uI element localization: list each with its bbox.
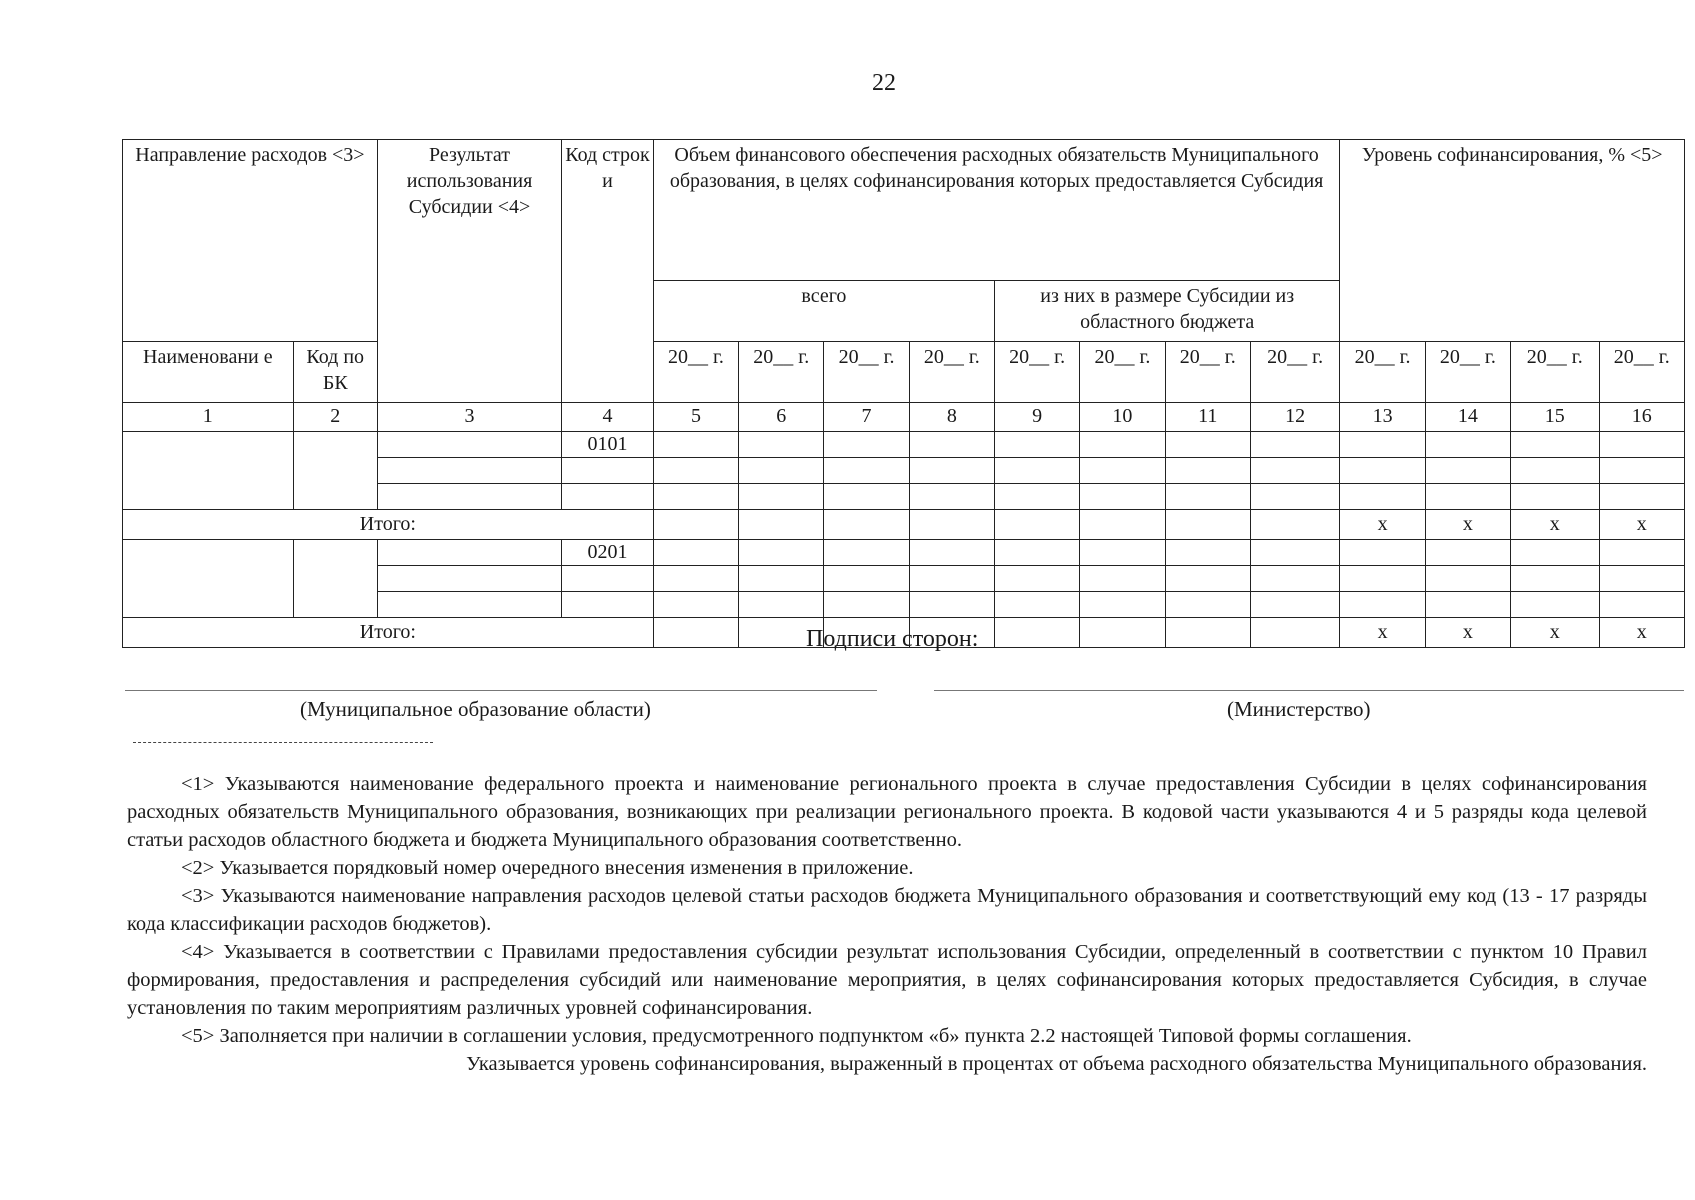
- footnote-2: <2> Указывается порядковый номер очередного внесения изменения в приложение.: [181, 857, 914, 879]
- total-label: Итого:: [123, 617, 654, 647]
- header-cofinancing-level: Уровень софинансирования, % <5>: [1340, 140, 1685, 342]
- year-cell: 20__ г.: [1165, 341, 1250, 402]
- header-of-which: из них в размере Субсидии из областного бюджета: [994, 280, 1339, 341]
- column-number: 1: [123, 402, 294, 431]
- header-volume: Объем финансового обеспечения расходных обязательств Муниципального образования, в целях софинансирования которых предоставляется Субсидия: [653, 140, 1340, 281]
- x-mark: x: [1511, 617, 1599, 647]
- name-cell: [123, 539, 294, 617]
- year-cell: 20__ г.: [1340, 341, 1425, 402]
- signature-label-ministry: (Министерство): [1227, 697, 1371, 721]
- footnote-4: <4> Указывается в соответствии с Правилами предоставления субсидии результат использования Субсидии, определенный в соответствии с пунктом 10 Правил формирования, предоставления и распределения субсидий или наименование мероприятия, в целях софинансирования которых предоставляется Субсидия, в случае установления по таким мероприятиям различных уровней софинансирования.: [127, 941, 1647, 1019]
- footnote-5-continued: Указывается уровень софинансирования, выраженный в процентах от объема расходного обязательства Муниципального образования.: [466, 1053, 1647, 1075]
- column-number: 4: [562, 402, 654, 431]
- column-number: 10: [1080, 402, 1165, 431]
- column-number: 16: [1599, 402, 1685, 431]
- x-mark: x: [1340, 617, 1425, 647]
- table-row: [123, 431, 1685, 457]
- subsidy-table: [122, 139, 1685, 648]
- column-number: 6: [739, 402, 824, 431]
- signatures-title: Подписи сторон:: [806, 626, 979, 652]
- signature-line-left: [125, 690, 877, 691]
- year-cell: 20__ г.: [1080, 341, 1165, 402]
- year-cell: 20__ г.: [824, 341, 909, 402]
- column-number: 2: [293, 402, 377, 431]
- column-number: 9: [994, 402, 1079, 431]
- bk-code-cell: [293, 539, 377, 617]
- column-number: 7: [824, 402, 909, 431]
- footnote-5: <5> Заполняется при наличии в соглашении условия, предусмотренного подпунктом «б» пункта 2.2 настоящей Типовой формы соглашения.: [181, 1025, 1412, 1047]
- year-cell: 20__ г.: [994, 341, 1079, 402]
- column-number: 3: [377, 402, 561, 431]
- year-cell: 20__ г.: [1250, 341, 1340, 402]
- result-cell: [377, 539, 561, 565]
- column-number: 14: [1425, 402, 1510, 431]
- result-cell: [377, 431, 561, 457]
- column-number: 5: [653, 402, 738, 431]
- year-cell: 20__ г.: [1599, 341, 1685, 402]
- column-number: 13: [1340, 402, 1425, 431]
- header-name: Наименовани е: [123, 341, 294, 402]
- name-cell: [123, 431, 294, 509]
- footnote-3: <3> Указываются наименование направления расходов целевой статьи расходов бюджета Муниципального образования и соответствующий ему код (13 - 17 разряды кода классификации расходов бюджетов).: [127, 885, 1647, 935]
- total-label: Итого:: [123, 509, 654, 539]
- year-cell: 20__ г.: [909, 341, 994, 402]
- table-row: [123, 539, 1685, 565]
- header-bk-code: Код по БК: [293, 341, 377, 402]
- column-number: 12: [1250, 402, 1340, 431]
- year-cell: 20__ г.: [739, 341, 824, 402]
- x-mark: x: [1340, 509, 1425, 539]
- header-direction: Направление расходов <3>: [123, 140, 378, 281]
- x-mark: x: [1599, 617, 1685, 647]
- footnote-1: <1> Указываются наименование федерального проекта и наименование регионального проекта в случае предоставления Субсидии в целях софинансирования расходных обязательств Муниципального образования, возникающих при реализации регионального проекта. В кодовой части указываются 4 и 5 разряды кода целевой статьи расходов областного бюджета и бюджета Муниципального образования соответственно.: [127, 773, 1647, 851]
- x-mark: x: [1511, 509, 1599, 539]
- year-cell: 20__ г.: [1511, 341, 1599, 402]
- line-code-cell: 0201: [562, 539, 654, 565]
- header-result: Результат использования Субсидии <4>: [377, 140, 561, 403]
- year-cell: 20__ г.: [1425, 341, 1510, 402]
- x-mark: x: [1425, 509, 1510, 539]
- signature-label-municipality: (Муниципальное образование области): [300, 697, 651, 721]
- line-code-cell: 0101: [562, 431, 654, 457]
- signature-line-right: [934, 690, 1684, 691]
- year-cell: 20__ г.: [653, 341, 738, 402]
- bk-code-cell: [293, 431, 377, 509]
- column-number: 11: [1165, 402, 1250, 431]
- column-number: 8: [909, 402, 994, 431]
- x-mark: x: [1599, 509, 1685, 539]
- column-number: 15: [1511, 402, 1599, 431]
- header-total: всего: [653, 280, 994, 341]
- header-line-code: Код строк и: [562, 140, 654, 403]
- header-direction-spacer: [123, 280, 378, 341]
- page-number: 22: [872, 70, 896, 96]
- column-numbers-row: [123, 402, 1685, 431]
- total-row: [123, 509, 1685, 539]
- footnote-separator: [133, 742, 433, 743]
- x-mark: x: [1425, 617, 1510, 647]
- footnotes: [127, 770, 1647, 1078]
